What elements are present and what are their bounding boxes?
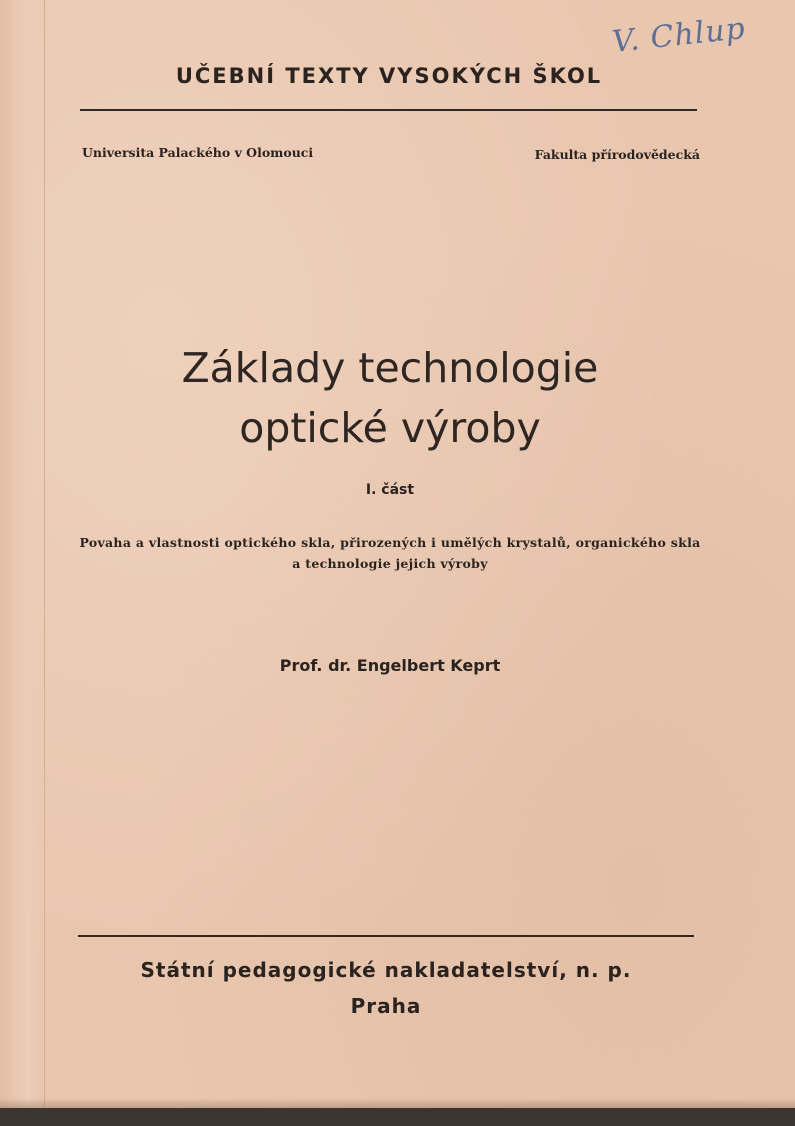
book-title-line-2: optické výroby: [239, 404, 541, 452]
subtitle-line-2: a technologie jejich výroby: [292, 556, 488, 571]
publisher-name: Státní pedagogické nakladatelství, n. p.: [140, 958, 632, 982]
part-label: I. část: [365, 482, 415, 498]
cover-spine-edge: [0, 0, 45, 1108]
university-name: Universita Palackého v Olomouci: [82, 145, 314, 160]
author-name: Prof. dr. Engelbert Keprt: [279, 656, 501, 675]
series-title: UČEBNÍ TEXTY VYSOKÝCH ŠKOL: [175, 64, 603, 88]
book-title-line-1: Základy technologie: [181, 344, 599, 392]
faculty-name: Fakulta přírodovědecká: [534, 147, 700, 162]
subtitle-line-1: Povaha a vlastnosti optického skla, přirozených i umělých krystalů, organického skla: [79, 535, 701, 550]
top-divider: [80, 109, 697, 111]
page-bottom-shadow: [0, 1098, 795, 1108]
handwritten-signature: V. Chlup: [610, 11, 748, 60]
bottom-divider: [78, 935, 694, 937]
publication-city: Praha: [350, 994, 422, 1018]
